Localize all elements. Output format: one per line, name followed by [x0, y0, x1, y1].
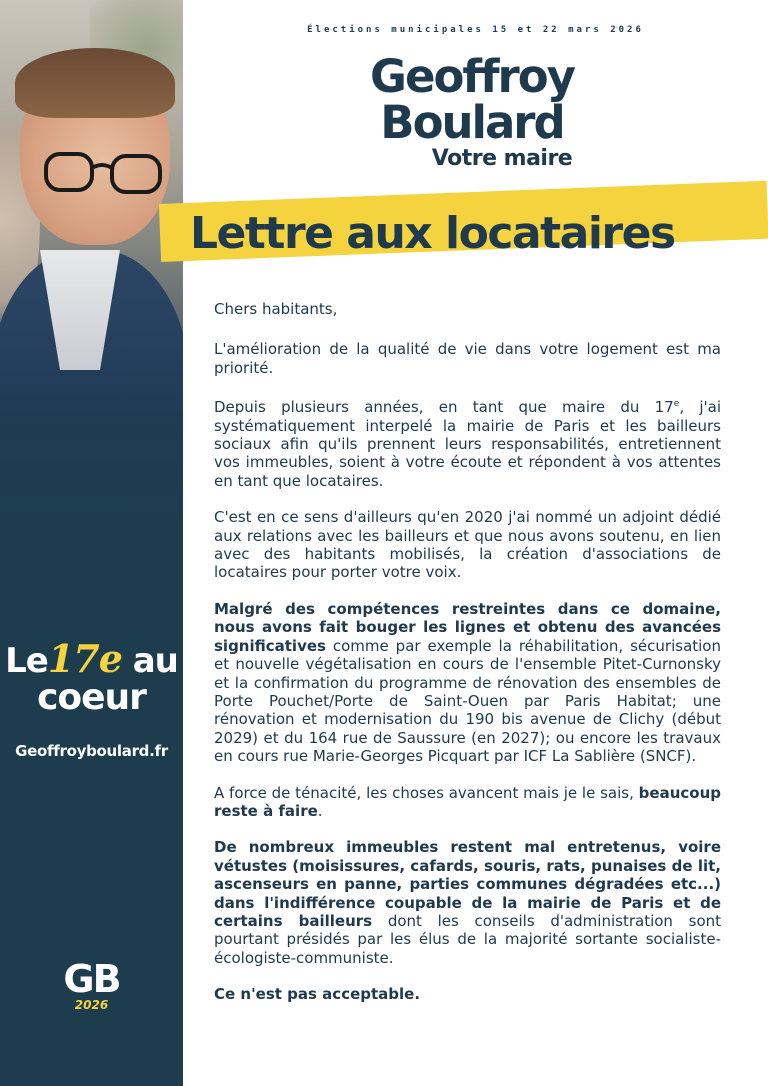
candidate-first-name: Geoffroy: [370, 50, 574, 103]
p6-rest: dont les conseils d'administration sont pourtant présidés par les élus de la majorité sortante socialiste-écologiste-communiste.: [214, 911, 722, 967]
p2-end: , j'ai systématiquement interpelé la mairie de Paris et les bailleurs sociaux afin qu'ils prennent leurs responsabilités, entretiennent vos immeubles, soient à votre écoute et répondent à vos attentes en tant que locataires.: [214, 398, 722, 490]
page-title: Lettre aux locataires: [190, 208, 675, 259]
candidate-tagline: Votre maire: [431, 146, 573, 171]
slogan-17e: 17e: [47, 636, 122, 681]
letter-paragraph-6: [214, 838, 721, 967]
letter-paragraph-7: [214, 985, 721, 1003]
letter-body: [214, 300, 721, 1022]
slogan: [0, 636, 183, 718]
letter-paragraph-1: L'amélioration de la qualité de vie dans votre logement est ma priorité.: [214, 340, 721, 377]
photo-fade: [0, 380, 183, 540]
p2-start: Depuis plusieurs années, en tant que maire du 17: [214, 398, 674, 417]
logo-year: 2026: [74, 998, 109, 1012]
slogan-au: au: [132, 641, 178, 681]
p6-bold: De nombreux immeubles restent mal entretenus, voire vétustes (moisissures, cafards, souris, rats, punaises de lit, ascenseurs en panne, parties communes dégradées etc...) dans l'indifférence coupable de la mairie de Paris et de certains bailleurs: [214, 838, 721, 930]
candidate-name-block: [352, 50, 592, 172]
p7-bold: Ce n'est pas acceptable.: [214, 985, 421, 1004]
website-link[interactable]: Geoffroyboulard.fr: [15, 742, 168, 760]
candidate-last-name: Boulard: [380, 96, 564, 149]
logo-initials: GB: [63, 957, 120, 1001]
sidebar: [0, 0, 183, 1086]
slogan-le: Le: [5, 641, 48, 681]
letter-greeting: Chers habitants,: [214, 300, 338, 318]
p5-end: .: [317, 801, 323, 820]
election-dates: Élections municipales 15 et 22 mars 2026: [307, 25, 644, 35]
candidate-photo: [0, 0, 183, 540]
p4-bold: Malgré des compétences restreintes dans ce domaine, nous avons fait bouger les lignes et obtenu des avancées significatives: [214, 599, 721, 655]
letter-paragraph-5: [214, 784, 721, 821]
p2-superscript: e: [673, 399, 680, 410]
campaign-logo: [0, 957, 183, 1012]
letter-paragraph-2: [214, 395, 721, 490]
slogan-line-1: [0, 636, 183, 681]
glasses-icon: [42, 148, 167, 196]
p4-rest: comme par exemple la réhabilitation, sécurisation et nouvelle végétalisation en cours de l'ensemble Pitet-Curnonsky et la confirmation du programme de rénovation des ensembles de Porte Pouchet/Porte de Saint-Ouen par Paris Habitat; une rénovation et modernisation du 190 bis avenue de Clichy (début 2029) et du 164 rue de Saussure (en 2027); ou encore les travaux en cours rue Marie-Georges Picquart par ICF La Sablière (SNCF).: [214, 636, 721, 766]
letter-paragraph-3: C'est en ce sens d'ailleurs qu'en 2020 j'ai nommé un adjoint dédié aux relations avec les bailleurs et que nous avons soutenu, en lien avec des habitants mobilisés, la création d'associations de locataires pour porter votre voix.: [214, 508, 721, 582]
letter-paragraph-4: [214, 600, 721, 766]
p5-bold: beaucoup reste à faire: [214, 783, 721, 820]
photo-hair: [15, 48, 175, 118]
slogan-coeur: coeur: [37, 677, 146, 718]
p5-start: A force de ténacité, les choses avancent mais je le sais,: [214, 783, 639, 802]
